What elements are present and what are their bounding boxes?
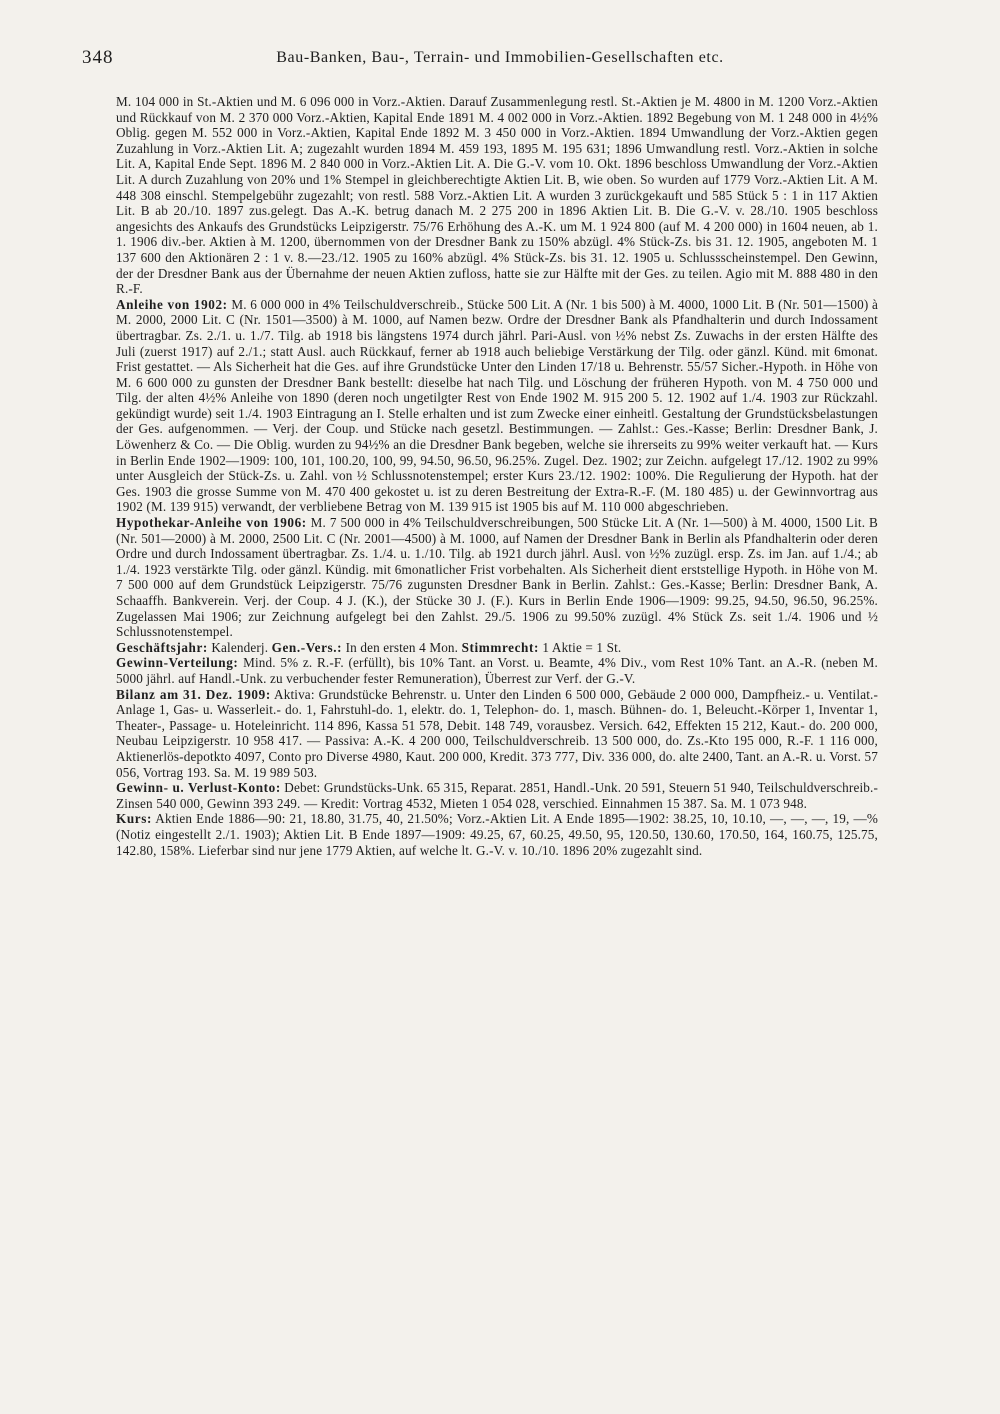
section-text: Kalenderj.	[207, 639, 272, 655]
section-text: Aktien Ende 1886—90: 21, 18.80, 31.75, 40, 21.50%; Vorz.-Aktien Lit. A Ende 1895—1902: 38.25, 10, 10.10, —, —, —, 19, —% (Notiz eingestellt 2./1. 1903); Aktien Lit. B Ende 1897—1909: 49.25, 67, 60.25, 49.50, 95, 120.50, 130.60, 170.50, 164, 160.75, 125.75, 142.80, 158%. Lieferbar sind nur jene 1779 Aktien, auf welche lt. G.-V. v. 10./10. 1896 20% zugezahlt sind.	[116, 811, 878, 858]
section-text: Aktiva: Grundstücke Behrenstr. u. Unter den Linden 6 500 000, Gebäude 2 000 000, Dampfheiz.- u. Ventilat.-Anlage 1, Gas- u. Wasserleit.- do. 1, Fahrstuhl-do. 1, elektr. do. 1, Telephon- do. 1, masch. Bühnen- do. 1, Beleucht.-Körper 1, Inventar 1, Theater-, Passage- u. Hoteleinricht. 114 896, Kassa 51 578, Debit. 148 749, vorausbez. Versich. 642, Effekten 15 212, Kaut.- do. 200 000, Neubau Leipzigerstr. 10 958 417. — Passiva: A.-K. 4 200 000, Teilschuldverschreib. 13 500 000, do. Zs.-Kto 195 000, R.-F. 1 116 000, Aktienerlös-depotkto 4097, Conto pro Diverse 4980, Kaut. 200 000, Kredit. 373 777, Div. 336 000, do. alte 2400, Tant. an A.-R. u. Vorst. 57 056, Vortrag 193. Sa. M. 19 989 503.	[116, 686, 878, 780]
section-text-stimmrecht: 1 Aktie = 1 St.	[538, 639, 622, 655]
page-header	[82, 47, 878, 75]
section-hypothekar-anleihe-1906	[116, 515, 878, 640]
running-head: Bau-Banken, Bau-, Terrain- und Immobilien-Gesellschaften etc.	[276, 49, 724, 66]
section-heading: Geschäftsjahr:	[116, 639, 208, 655]
page-number: 348	[82, 47, 114, 68]
section-heading: Bilanz am 31. Dez. 1909:	[116, 686, 271, 702]
section-heading: Kurs:	[116, 811, 152, 827]
paragraph-text: M. 104 000 in St.-Aktien und M. 6 096 000 in Vorz.-Aktien. Darauf Zusammenlegung restl. St.-Aktien je M. 4800 in M. 1200 Vorz.-Aktien und Rückkauf von M. 2 370 000 Vorz.-Aktien, Kapital Ende 1891 M. 4 002 000 in Vorz.-Aktien. 1892 Begebung von M. 1 248 000 in 4½% Oblig. gegen M. 552 000 in Vorz.-Aktien, Kapital Ende 1892 M. 3 450 000 in Vorz.-Aktien. 1894 Umwandlung der Vorz.-Aktien gegen Zuzahlung in Vorz.-Aktien Lit. A; zugezahlt wurden 1894 M. 459 193, 1895 M. 195 631; 1896 Umwandlung restl. Vorz.-Aktien in solche Lit. A, Kapital Ende Sept. 1896 M. 2 840 000 in Vorz.-Aktien Lit. A. Die G.-V. vom 10. Okt. 1896 beschloss Umwandlung der Vorz.-Aktien Lit. A durch Zuzahlung von 20% und 1% Stempel in gleichberechtigte Aktien Lit. B, wie oben. So wurden auf 1779 Vorz.-Aktien Lit. A M. 448 308 einschl. Stempelgebühr zugezahlt; von restl. 588 Vorz.-Aktien Lit. A wurden 3 zurückgekauft und 585 Stück 5 : 1 in 117 Aktien Lit. B ab 20./10. 1897 zus.gelegt. Das A.-K. betrug danach M. 2 275 200 in 1896 Aktien Lit. B. Die G.-V. v. 28./10. 1905 beschloss angesichts des Ankaufs des Grundstücks Leipzigerstr. 75/76 Erhöhung des A.-K. um M. 1 924 800 (auf M. 4 200 000) in 1604 neuen, ab 1. 1. 1906 div.-ber. Aktien à M. 1200, übernommen von der Dresdner Bank zu 150% abzügl. 4% Stück-Zs. bis 31. 12. 1905, angeboten M. 1 137 600 den Aktionären 2 : 1 v. 8.—23./12. 1905 zu 160% abzügl. 4% Stück-Zs. bis 31. 12. 1905 u. Schlussscheinstempel. Den Gewinn, der der Dresdner Bank aus der Übernahme der neuen Aktien zufloss, hatte sie zur Hälfte mit der Ges. zu teilen. Agio mit M. 888 480 in den R.-F.	[116, 94, 878, 297]
document-body	[116, 94, 878, 858]
section-heading: Hypothekar-Anleihe von 1906:	[116, 515, 307, 531]
section-heading-stimmrecht: Stimmrecht:	[461, 639, 539, 655]
section-text: Debet: Grundstücks-Unk. 65 315, Reparat. 2851, Handl.-Unk. 20 591, Steuern 51 940, Teilschuldverschreib.-Zinsen 540 000, Gewinn 393 249. — Kredit: Vortrag 4532, Mieten 1 054 028, verschied. Einnahmen 15 387. Sa. M. 1 073 948.	[116, 780, 878, 811]
section-text-gen-vers: In den ersten 4 Mon.	[342, 639, 462, 655]
section-kurs	[116, 811, 878, 858]
section-text: M. 6 000 000 in 4% Teilschuldverschreib., Stücke 500 Lit. A (Nr. 1 bis 500) à M. 4000, 1000 Lit. B (Nr. 501—1500) à M. 2000, 2000 Lit. C (Nr. 1501—3500) à M. 1000, auf Namen bezw. Ordre der Dresdner Bank als Pfandhalterin und durch Indossament übertragbar. Zs. 2./1. u. 1./7. Tilg. ab 1918 bis längstens 1974 durch jährl. Pari-Ausl. von ½% nebst Zs. Zuwachs in der ersten Hälfte des Juli (zuerst 1917) auf 2./1.; statt Ausl. auch Rückkauf, ferner ab 1918 auch beliebige Verstärkung der Tilg. oder gänzl. Künd. mit 6monat. Frist gestattet. — Als Sicherheit hat die Ges. auf ihre Grundstücke Unter den Linden 17/18 u. Behrenstr. 55/57 Sicher.-Hypoth. in Höhe von M. 6 600 000 zu gunsten der Dresdner Bank bestellt: dieselbe hat nach Tilg. und Löschung der früheren Hypoth. von M. 4 750 000 und Tilg. der alten 4½% Anleihe von 1890 (deren noch ungetilgter Rest von Ende 1902 M. 915 200 5. 12. 1902 auf 1./4. 1903 zur Rückzahl. gekündigt wurde) seit 1./4. 1903 Eintragung an I. Stelle erhalten und ist zum Zwecke einer einheitl. Gestaltung der Grundstücksbelastungen der Ges. aufgenommen. — Verj. der Coup. und Stücke nach gesetzl. Bestimmungen. — Zahlst.: Ges.-Kasse; Berlin: Dresdner Bank, J. Löwenherz & Co. — Die Oblig. wurden zu 94½% an die Dresdner Bank begeben, welche sie ihrerseits zu 99% weiter verkauft hat. — Kurs in Berlin Ende 1902—1909: 100, 101, 100.20, 100, 99, 94.50, 96.50, 96.25%. Zugel. Dez. 1902; zur Zeichn. aufgelegt 17./12. 1902 zu 99% unter Ausgleich der Stück-Zs. u. Zahl. von ½ Schlussnotenstempel; erster Kurs 23./12. 1902: 100%. Die Regulierung der Hypoth. hat der Ges. 1903 die grosse Summe von M. 470 400 gekostet u. ist zu deren Bestreitung der Extra-R.-F. (M. 180 485) u. der Gewinnvortrag aus 1902 (M. 139 915) verwandt, der verbliebene Betrag von M. 139 915 ist 1905 bis auf M. 110 000 abgeschrieben.	[116, 296, 878, 515]
section-anleihe-1902	[116, 297, 878, 515]
section-heading: Anleihe von 1902:	[116, 296, 228, 312]
section-text: Mind. 5% z. R.-F. (erfüllt), bis 10% Tant. an Vorst. u. Beamte, 4% Div., vom Rest 10% Tant. an A.-R. (neben M. 5000 jährl. auf Handl.-Unk. zu verbuchender fester Remuneration), Überrest zur Verf. der G.-V.	[116, 655, 878, 686]
section-heading-gen-vers: Gen.-Vers.:	[271, 639, 343, 655]
paragraph-capital-history	[116, 94, 878, 297]
section-gewinn-verlust-konto	[116, 780, 878, 811]
section-text: M. 7 500 000 in 4% Teilschuldverschreibungen, 500 Stücke Lit. A (Nr. 1—500) à M. 4000, 1500 Lit. B (Nr. 501—2000) à M. 2000, 2500 Lit. C (Nr. 2001—4500) à M. 1000, auf Namen der Dresdner Bank in Berlin als Pfandhalterin oder deren Ordre und durch Indossament übertragbar. Zs. 1./4. u. 1./10. Tilg. ab 1921 durch jährl. Ausl. von ½% zuzügl. ersp. Zs. im Jan. auf 1./4.; ab 1./4. 1923 verstärkte Tilg. oder gänzl. Kündig. mit 6monatlicher Frist vorbehalten. Als Sicherheit dient erststellige Hypoth. in Höhe von M. 7 500 000 auf dem Grundstück Leipzigerstr. 75/76 zugunsten Dresdner Bank in Berlin. Zahlst.: Ges.-Kasse; Berlin: Dresdner Bank, A. Schaaffh. Bankverein. Verj. der Coup. 4 J. (K.), der Stücke 30 J. (F.). Kurs in Berlin Ende 1906—1909: 99.25, 94.50, 96.50, 96.25%. Zugelassen Mai 1906; zur Zeichnung aufgelegt bei den Zahlst. 29./5. 1906 zu 99.50% zuzügl. 4% Stück Zs. seit 1./4. 1906 und ½ Schlussnotenstempel.	[116, 515, 879, 640]
section-heading: Gewinn-Verteilung:	[116, 655, 239, 671]
section-gewinn-verteilung	[116, 655, 878, 686]
section-geschaeftsjahr	[116, 640, 878, 656]
section-heading: Gewinn- u. Verlust-Konto:	[116, 780, 281, 796]
section-bilanz-1909	[116, 687, 878, 781]
